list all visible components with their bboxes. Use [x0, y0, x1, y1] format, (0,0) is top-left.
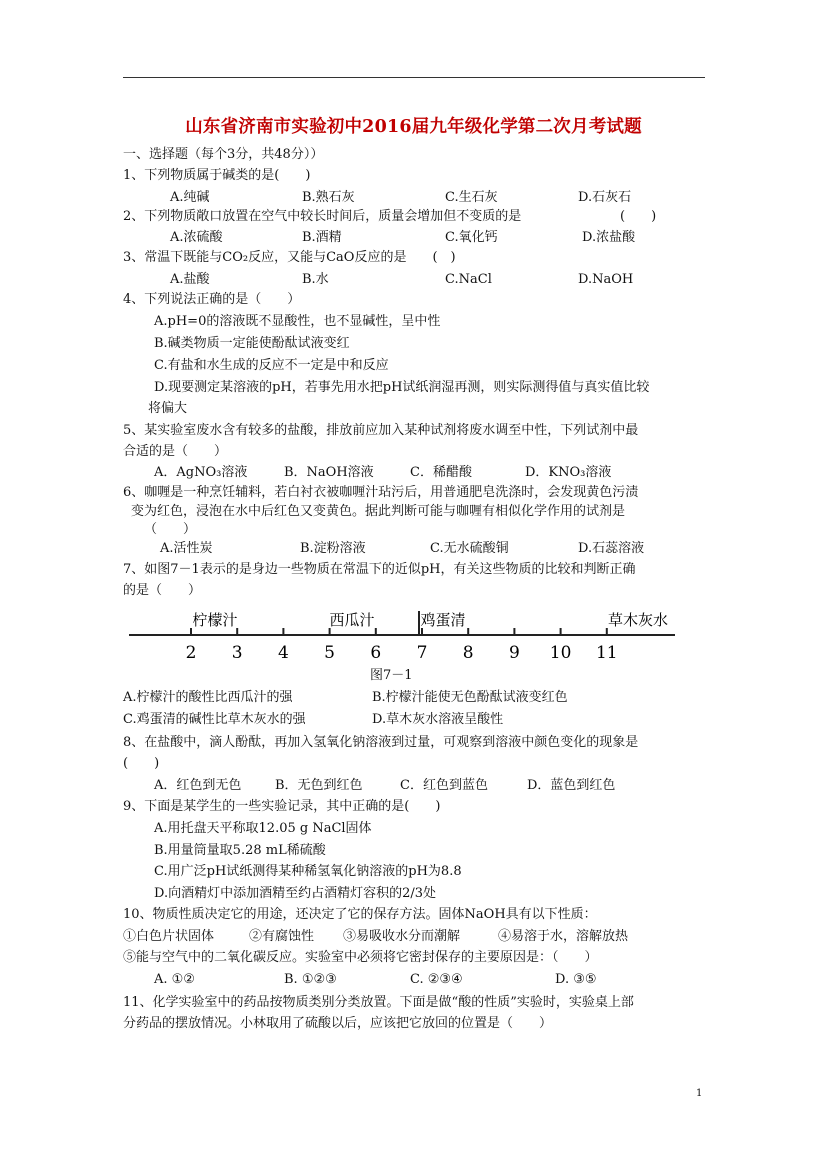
ph-tick-label-11: 11 — [595, 643, 618, 663]
header-rule — [123, 77, 705, 78]
q7-option-d: D.草木灰水溶液呈酸性 — [372, 712, 504, 727]
ph-tick-label-6: 6 — [370, 643, 382, 663]
q7-stem-line2: 的是（ ） — [123, 583, 202, 598]
q5-option-d: D．KNO₃溶液 — [525, 465, 612, 480]
label-egg-white: 鸡蛋清 — [420, 611, 466, 629]
q1-option-a: A.纯碱 — [170, 190, 210, 205]
q2-stem: 2、下列物质敞口放置在空气中较长时间后，质量会增加但不变质的是 — [123, 209, 522, 224]
page-number: 1 — [696, 1088, 703, 1099]
q3-stem: 3、常温下既能与CO₂反应，又能与CaO反应的是 ( ) — [123, 250, 456, 265]
q6-option-d: D.石蕊溶液 — [578, 541, 645, 556]
q7-stem-line1: 7、如图7－1表示的是身边一些物质在常温下的近似pH，有关这些物质的比较和判断正确 — [123, 562, 636, 577]
figure-caption: 图7－1 — [370, 668, 413, 683]
q6-option-c: C.无水硫酸铜 — [430, 541, 509, 556]
q9-option-c: C.用广泛pH试纸测得某种稀氢氧化钠溶液的pH为8.8 — [154, 864, 462, 879]
q6-stem-line2: 变为红色，浸泡在水中后红色又变黄色。据此判断可能与咖喱有相似化学作用的试剂是 — [131, 504, 626, 519]
label-lemon-juice: 柠檬汁 — [192, 611, 238, 629]
q4-option-d-line1: D.现要测定某溶液的pH，若事先用水把pH试纸润湿再测，则实际测得值与真实值比较 — [154, 380, 650, 395]
q6-stem-line3: （ ） — [144, 522, 197, 537]
q4-option-b: B.碱类物质一定能使酚酞试液变红 — [154, 336, 350, 351]
q9-option-b: B.用量筒量取5.28 mL稀硫酸 — [154, 843, 326, 858]
q1-option-d: D.石灰石 — [578, 190, 632, 205]
q4-stem: 4、下列说法正确的是（ ） — [123, 292, 301, 307]
q10-property-5: ⑤能与空气中的二氧化碳反应。实验室中必须将它密封保存的主要原因是：（ ） — [123, 950, 598, 965]
q10-option-d: D. ③⑤ — [555, 972, 597, 987]
ph-tick-label-4: 4 — [277, 643, 289, 663]
q9-option-a: A.用托盘天平称取12.05 g NaCl固体 — [154, 821, 372, 836]
q7-option-b: B.柠檬汁能使无色酚酞试液变红色 — [372, 690, 568, 705]
q10-option-b: B. ①②③ — [284, 972, 337, 987]
q8-option-c: C．红色到蓝色 — [400, 778, 488, 793]
q8-option-d: D．蓝色到红色 — [527, 778, 616, 793]
q4-option-d-line2: 将偏大 — [148, 401, 188, 416]
section-heading: 一、选择题（每个3分，共48分）） — [123, 147, 324, 162]
ph-tick-label-2: 2 — [185, 643, 197, 663]
q1-stem: 1、下列物质属于碱类的是( ) — [123, 168, 311, 183]
q6-option-a: A.活性炭 — [160, 541, 213, 556]
q5-stem-line2: 合适的是（ ） — [123, 444, 228, 459]
q6-option-b: B.淀粉溶液 — [300, 541, 366, 556]
ph-tick-label-9: 9 — [508, 643, 520, 663]
q5-option-a: A．AgNO₃溶液 — [154, 465, 248, 480]
q10-option-a: A. ①② — [154, 972, 195, 987]
ph-tick-label-10: 10 — [549, 643, 572, 663]
q8-option-a: A．红色到无色 — [154, 778, 242, 793]
q10-property-1: ①白色片状固体 — [123, 929, 215, 944]
q10-property-3: ③易吸收水分而潮解 — [343, 929, 461, 944]
q1-option-b: B.熟石灰 — [302, 190, 355, 205]
ph-scale-figure — [125, 605, 685, 665]
q5-option-b: B．NaOH溶液 — [284, 465, 374, 480]
q7-option-a: A.柠檬汁的酸性比西瓜汁的强 — [123, 690, 293, 705]
exam-title: 山东省济南市实验初中2016届九年级化学第二次月考试题 — [185, 117, 642, 137]
ph-tick-label-7: 7 — [416, 643, 428, 663]
q8-stem-line1: 8、在盐酸中，滴人酚酞，再加入氢氧化钠溶液到过量，可观察到溶液中颜色变化的现象是 — [123, 735, 639, 750]
q10-property-2: ②有腐蚀性 — [249, 929, 315, 944]
q10-option-c: C. ②③④ — [410, 972, 463, 987]
q3-option-d: D.NaOH — [578, 272, 634, 287]
q8-option-b: B．无色到红色 — [275, 778, 363, 793]
q3-option-c: C.NaCl — [445, 272, 492, 287]
q10-stem: 10、物质性质决定它的用途，还决定了它的保存方法。固体NaOH具有以下性质： — [123, 907, 597, 922]
q11-stem-line1: 11、化学实验室中的药品按物质类别分类放置。下面是做“酸的性质”实验时，实验桌上部 — [123, 995, 634, 1010]
q8-stem-line2: ( ) — [123, 756, 160, 771]
q1-option-c: C.生石灰 — [445, 190, 498, 205]
q4-option-c: C.有盐和水生成的反应不一定是中和反应 — [154, 358, 389, 373]
ph-tick-label-3: 3 — [231, 643, 243, 663]
q10-property-4: ④易溶于水，溶解放热 — [498, 929, 629, 944]
q4-option-a: A.pH=0的溶液既不显酸性，也不显碱性，呈中性 — [154, 314, 441, 329]
q2-option-a: A.浓硫酸 — [170, 230, 223, 245]
q6-stem-line1: 6、咖喱是一种烹饪辅料，若白衬衣被咖喱汁玷污后，用普通肥皂洗涤时，会发现黄色污渍 — [123, 485, 639, 500]
q9-option-d: D.向酒精灯中添加酒精至约占酒精灯容积的2/3处 — [154, 886, 437, 901]
q3-option-a: A.盐酸 — [170, 272, 210, 287]
label-watermelon-juice: 西瓜汁 — [329, 611, 375, 629]
q2-option-b: B.酒精 — [302, 230, 342, 245]
q2-answer-paren: ( ) — [620, 209, 657, 224]
label-plant-ash-water: 草木灰水 — [607, 611, 669, 629]
q3-option-b: B.水 — [302, 272, 329, 287]
q2-option-c: C.氧化钙 — [445, 230, 498, 245]
q7-option-c: C.鸡蛋清的碱性比草木灰水的强 — [123, 712, 306, 727]
q2-option-d: D.浓盐酸 — [582, 230, 636, 245]
q11-stem-line2: 分药品的摆放情况。小林取用了硫酸以后，应该把它放回的位置是（ ） — [123, 1016, 553, 1031]
q5-stem-line1: 5、某实验室废水含有较多的盐酸，排放前应加入某种试剂将废水调至中性，下列试剂中最 — [123, 423, 639, 438]
q9-stem: 9、下面是某学生的一些实验记录，其中正确的是( ) — [123, 799, 441, 814]
ph-tick-label-8: 8 — [462, 643, 474, 663]
q5-option-c: C．稀醋酸 — [410, 465, 472, 480]
ph-tick-label-5: 5 — [324, 643, 336, 663]
